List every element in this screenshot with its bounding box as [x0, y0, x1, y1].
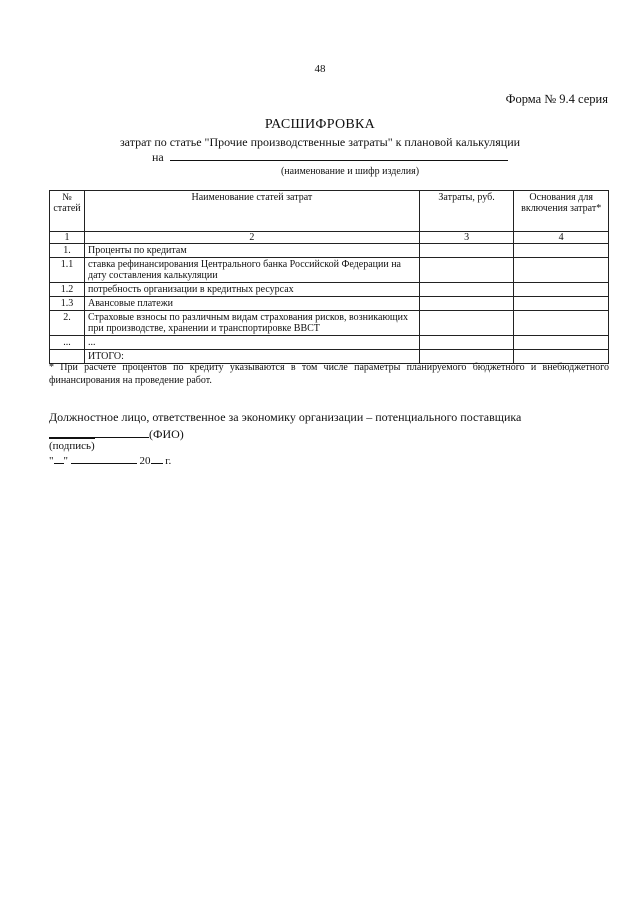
product-line	[152, 149, 508, 165]
table-row	[50, 297, 609, 311]
row-cost[interactable]	[419, 336, 514, 350]
signature-label: (подпись)	[49, 440, 95, 452]
header-basis: Основания для включения затрат*	[514, 191, 609, 232]
row-cost[interactable]	[419, 283, 514, 297]
row-cost[interactable]	[419, 258, 514, 283]
year-blank	[151, 453, 163, 464]
on-label: на	[152, 150, 164, 164]
row-number: 1.2	[50, 283, 85, 297]
fio-blank-line	[49, 426, 149, 438]
row-name: ставка рефинансирования Центрального банка Российской Федерации на дату составления калькуляции	[84, 258, 419, 283]
date-suffix: г.	[165, 455, 172, 467]
table-row	[50, 336, 609, 350]
date-quote-close: "	[63, 455, 68, 467]
row-name: Авансовые платежи	[84, 297, 419, 311]
row-basis[interactable]	[514, 283, 609, 297]
day-blank	[54, 453, 64, 464]
column-index: 3	[419, 232, 514, 244]
fio-label: (ФИО)	[149, 427, 184, 441]
table-header-row	[50, 191, 609, 232]
document-title: РАСШИФРОВКА	[264, 117, 376, 132]
column-index-row	[50, 232, 609, 244]
row-cost[interactable]	[419, 244, 514, 258]
table-row	[50, 244, 609, 258]
product-caption-text: (наименование и шифр изделия)	[280, 166, 420, 177]
row-name: ИТОГО:	[84, 350, 419, 364]
table-row	[50, 283, 609, 297]
footnote: * При расчете процентов по кредиту указываются в том числе параметры планируемого бюджетного и внебюджетного финансирования на проведение работ.	[49, 362, 609, 386]
row-number: 1.	[50, 244, 85, 258]
date-line	[49, 453, 171, 467]
row-basis[interactable]	[514, 258, 609, 283]
column-index: 1	[50, 232, 85, 244]
header-name: Наименование статей затрат	[84, 191, 419, 232]
signature-line	[49, 440, 95, 452]
costs-table	[49, 190, 609, 364]
date-quote-open: "	[49, 455, 54, 467]
product-caption	[0, 166, 640, 177]
row-basis[interactable]	[514, 336, 609, 350]
row-name: ...	[84, 336, 419, 350]
month-blank	[71, 453, 137, 464]
header-cost: Затраты, руб.	[419, 191, 514, 232]
table-row	[50, 311, 609, 336]
row-number: 1.1	[50, 258, 85, 283]
form-number: Форма № 9.4 серия	[505, 92, 608, 106]
row-name: потребность организации в кредитных ресурсах	[84, 283, 419, 297]
row-basis[interactable]	[514, 244, 609, 258]
column-index: 2	[84, 232, 419, 244]
product-blank-line	[170, 149, 508, 161]
row-number: 1.3	[50, 297, 85, 311]
row-name: Проценты по кредитам	[84, 244, 419, 258]
header-number: № статей	[50, 191, 85, 232]
table-row	[50, 258, 609, 283]
official-label: Должностное лицо, ответственное за экономику организации – потенциального поставщика	[49, 410, 522, 424]
row-name: Страховые взносы по различным видам страхования рисков, возникающих при производстве, хранении и транспортировке ВВСТ	[84, 311, 419, 336]
row-cost[interactable]	[419, 297, 514, 311]
page-number: 48	[314, 63, 326, 75]
row-number: ...	[50, 336, 85, 350]
row-basis[interactable]	[514, 311, 609, 336]
row-cost[interactable]	[419, 311, 514, 336]
column-index: 4	[514, 232, 609, 244]
row-basis[interactable]	[514, 297, 609, 311]
row-number: 2.	[50, 311, 85, 336]
document-subtitle: затрат по статье "Прочие производственные затраты" к плановой калькуляции	[119, 135, 521, 149]
date-year: 20	[139, 455, 151, 467]
